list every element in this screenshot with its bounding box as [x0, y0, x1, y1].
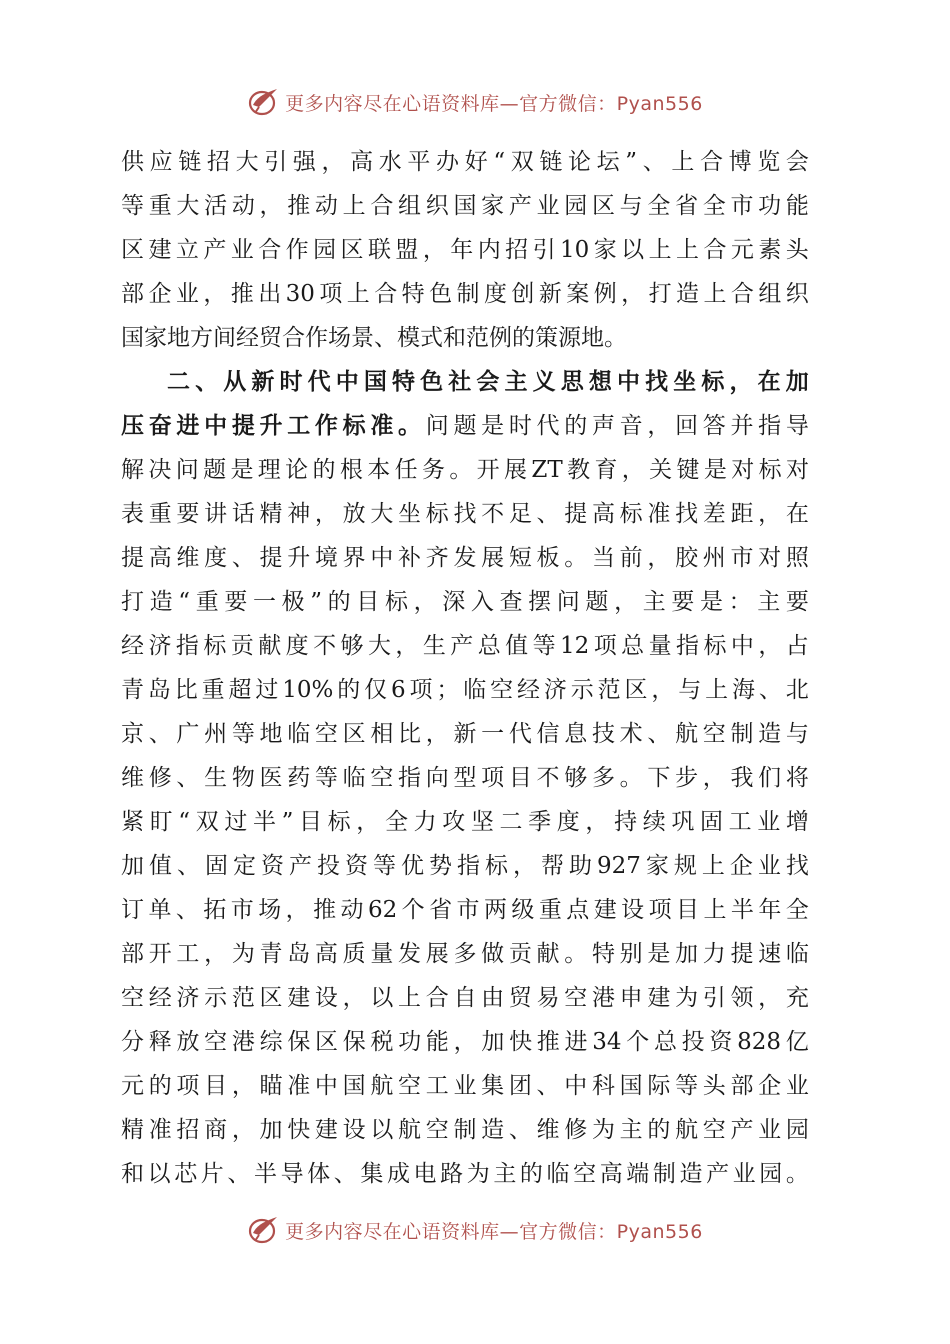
header-watermark-banner	[0, 82, 950, 122]
text-line: 经 济 指 标 贡 献 度 不 够 大 ， 生 产 总 值 等 12 项 总 量 指 标 中 ， 占	[121, 633, 809, 659]
text-line: 打 造 “ 重 要 一 极 ” 的 目 标 ， 深 入 查 摆 问 题 ， 主 要 是 ： 主 要	[121, 589, 809, 615]
text-line: 二 、 从 新 时 代 中 国 特 色 社 会 主 义 思 想 中 找 坐 标 ， 在 加	[167, 368, 809, 395]
text-line: 订 单 、 拓 市 场 ， 推 动 62 个 省 市 两 级 重 点 建 设 项 目 上 半 年 全	[121, 897, 809, 923]
text-line: 部 企 业 ， 推 出 30 项 上 合 特 色 制 度 创 新 案 例 ， 打 造 上 合 组 织	[121, 281, 809, 307]
text-line: 国 家 地 方 间 经 贸 合 作 场 景 、 模 式 和 范 例 的 策 源 地 。	[121, 325, 627, 351]
footer-watermark-text: 更多内容尽在心语资料库—官方微信：Pyan556	[285, 1220, 703, 1243]
text-line: 部 开 工 ， 为 青 岛 高 质 量 发 展 多 做 贡 献 。 特 别 是 加 力 提 速 临	[121, 941, 809, 967]
pen-quill-icon	[247, 1213, 281, 1247]
text-line: 维 修 、 生 物 医 药 等 临 空 指 向 型 项 目 不 够 多 。 下 步 ， 我 们 将	[121, 765, 809, 791]
text-line: 空 经 济 示 范 区 建 设 ， 以 上 合 自 由 贸 易 空 港 申 建 为 引 领 ， 充	[121, 985, 809, 1011]
document-body	[121, 140, 809, 1196]
text-line: 分 释 放 空 港 综 保 区 保 税 功 能 ， 加 快 推 进 34 个 总 投 资 828 亿	[121, 1029, 809, 1055]
paragraph	[121, 140, 809, 360]
text-line: 等 重 大 活 动 ， 推 动 上 合 组 织 国 家 产 业 园 区 与 全 省 全 市 功 能	[121, 193, 809, 219]
text-line: 和 以 芯 片 、 半 导 体 、 集 成 电 路 为 主 的 临 空 高 端 制 造 产 业 园 。	[121, 1161, 809, 1187]
text-line: 压 奋 进 中 提 升 工 作 标 准 。 问 题 是 时 代 的 声 音 ， 回 答 并 指 导	[121, 412, 809, 439]
text-line: 元 的 项 目 ， 瞄 准 中 国 航 空 工 业 集 团 、 中 科 国 际 等 头 部 企 业	[121, 1073, 809, 1099]
text-line: 区 建 立 产 业 合 作 园 区 联 盟 ， 年 内 招 引 10 家 以 上 上 合 元 素 头	[121, 237, 809, 263]
text-line: 供 应 链 招 大 引 强 ， 高 水 平 办 好 “ 双 链 论 坛 ” 、 上 合 博 览 会	[121, 149, 809, 175]
text-line: 解 决 问 题 是 理 论 的 根 本 任 务 。 开 展 ZT 教 育 ， 关 键 是 对 标 对	[121, 457, 809, 483]
text-line: 精 准 招 商 ， 加 快 建 设 以 航 空 制 造 、 维 修 为 主 的 航 空 产 业 园	[121, 1117, 809, 1143]
text-line: 提 高 维 度 、 提 升 境 界 中 补 齐 发 展 短 板 。 当 前 ， 胶 州 市 对 照	[121, 545, 809, 571]
footer-watermark-banner	[0, 1210, 950, 1250]
text-line: 青 岛 比 重 超 过 10% 的 仅 6 项 ； 临 空 经 济 示 范 区 ， 与 上 海 、 北	[121, 677, 809, 703]
pen-quill-icon	[247, 85, 281, 119]
text-line: 紧 盯 “ 双 过 半 ” 目 标 ， 全 力 攻 坚 二 季 度 ， 持 续 巩 固 工 业 增	[121, 809, 809, 835]
text-line: 表 重 要 讲 话 精 神 ， 放 大 坐 标 找 不 足 、 提 高 标 准 找 差 距 ， 在	[121, 501, 809, 527]
text-line: 加 值 、 固 定 资 产 投 资 等 优 势 指 标 ， 帮 助 927 家 规 上 企 业 找	[121, 853, 809, 879]
text-line: 京 、 广 州 等 地 临 空 区 相 比 ， 新 一 代 信 息 技 术 、 航 空 制 造 与	[121, 721, 809, 747]
header-watermark-text: 更多内容尽在心语资料库—官方微信：Pyan556	[285, 92, 703, 115]
paragraph	[121, 360, 809, 1196]
